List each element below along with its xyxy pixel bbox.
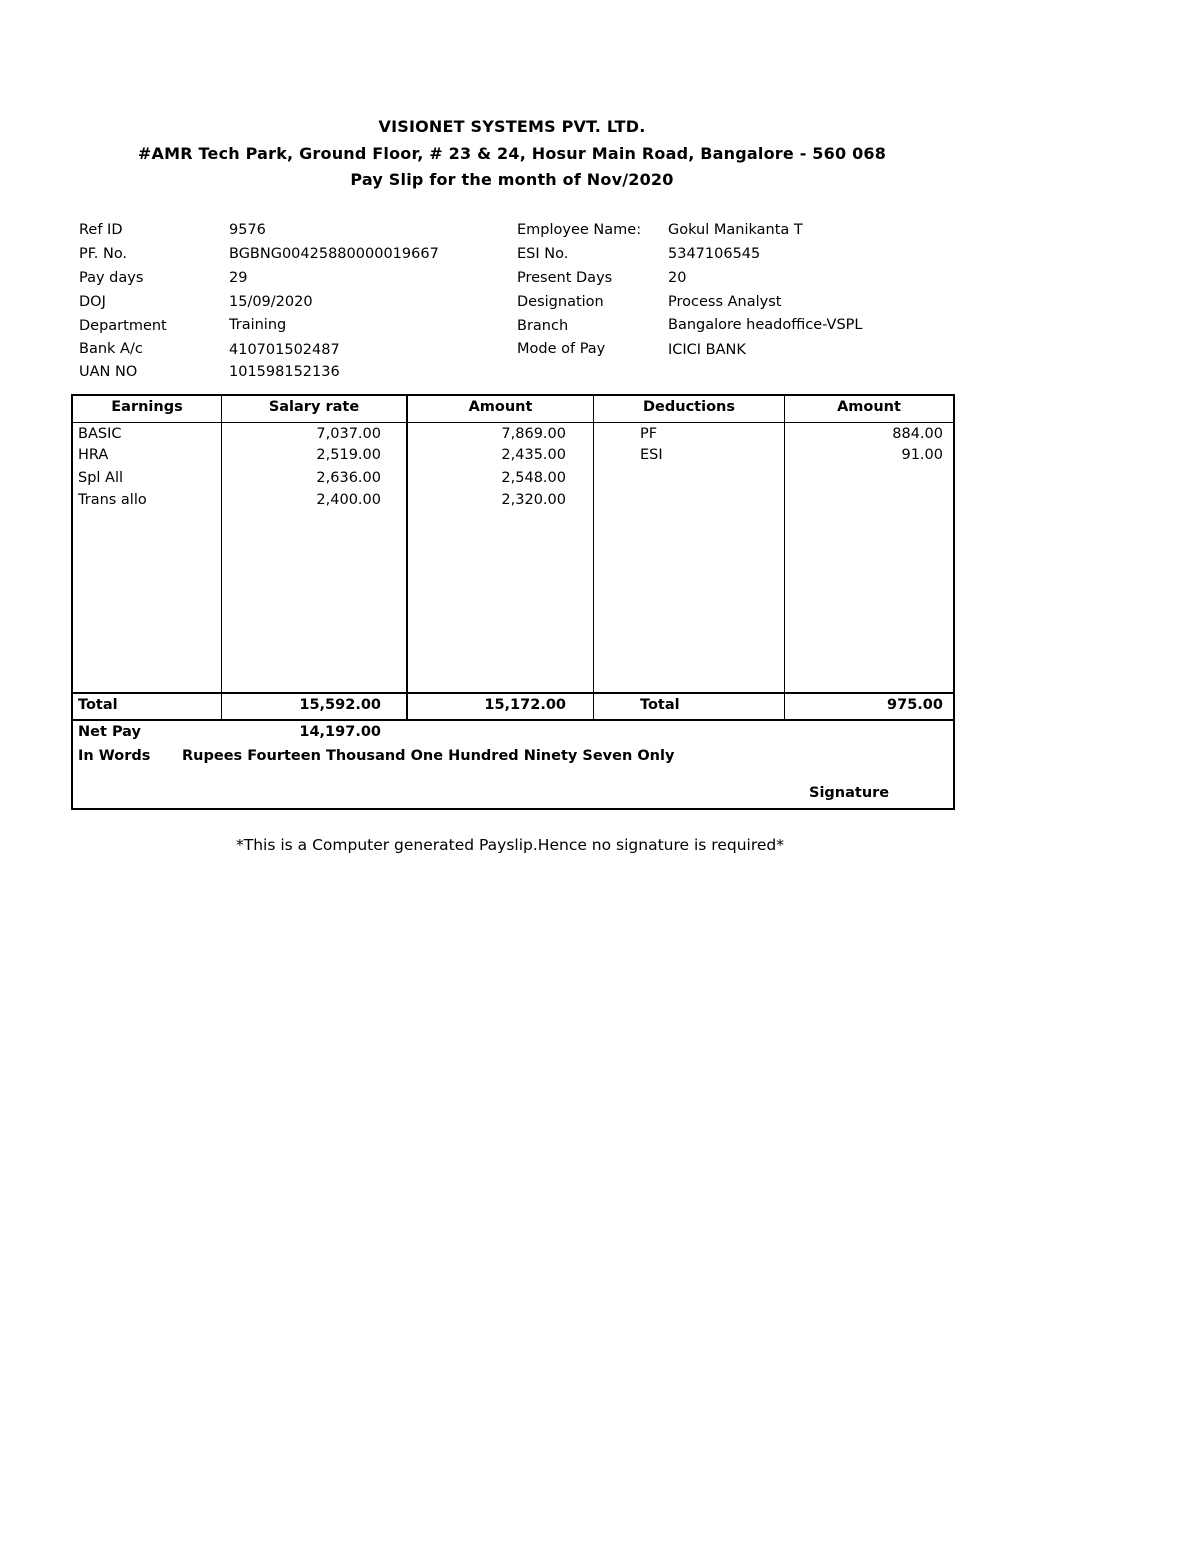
ref-id-value: 9576 <box>229 222 266 238</box>
total-salary-rate: 15,592.00 <box>299 697 381 713</box>
total-divider <box>71 692 955 694</box>
deduction-amount: 884.00 <box>892 426 943 442</box>
earning-amount: 7,869.00 <box>501 426 566 442</box>
doj-value: 15/09/2020 <box>229 294 313 310</box>
earning-amount: 2,548.00 <box>501 470 566 486</box>
net-pay-label: Net Pay <box>78 724 141 740</box>
col-divider-3 <box>593 394 594 721</box>
table-border-left <box>71 394 73 810</box>
earning-rate: 2,519.00 <box>316 447 381 463</box>
esi-no-label: ESI No. <box>517 246 569 262</box>
earning-amount: 2,320.00 <box>501 492 566 508</box>
mode-of-pay-label: Mode of Pay <box>517 341 606 357</box>
deduction-amount: 91.00 <box>901 447 943 463</box>
table-border-bottom <box>71 808 955 810</box>
present-days-value: 20 <box>668 270 687 286</box>
employee-name-value: Gokul Manikanta T <box>668 222 803 238</box>
earning-rate: 2,400.00 <box>316 492 381 508</box>
mode-of-pay-value: ICICI BANK <box>668 342 746 358</box>
branch-value: Bangalore headoffice-VSPL <box>668 317 863 333</box>
col-divider-4 <box>784 394 785 721</box>
earning-rate: 7,037.00 <box>316 426 381 442</box>
netpay-divider <box>71 719 955 721</box>
header-amount: Amount <box>468 399 533 415</box>
uan-no-value: 101598152136 <box>229 364 340 380</box>
header-deduction-amount: Amount <box>837 399 901 415</box>
net-pay-value: 14,197.00 <box>299 724 381 740</box>
department-label: Department <box>79 318 167 334</box>
pf-no-value: BGBNG00425880000019667 <box>229 246 439 262</box>
pay-days-label: Pay days <box>79 270 144 286</box>
total-label: Total <box>78 697 118 713</box>
total-amount: 15,172.00 <box>484 697 566 713</box>
doj-label: DOJ <box>79 294 106 310</box>
deduction-name: PF <box>640 426 658 442</box>
ref-id-label: Ref ID <box>79 222 123 238</box>
company-address: #AMR Tech Park, Ground Floor, # 23 & 24, Hosur Main Road, Bangalore - 560 068 <box>137 144 887 163</box>
in-words-value: Rupees Fourteen Thousand One Hundred Ninety Seven Only <box>182 748 675 764</box>
esi-no-value: 5347106545 <box>668 246 761 262</box>
bank-ac-value: 410701502487 <box>229 342 340 358</box>
uan-no-label: UAN NO <box>79 364 138 380</box>
bank-ac-label: Bank A/c <box>79 341 143 357</box>
total-deductions-label: Total <box>640 697 680 713</box>
pay-days-value: 29 <box>229 270 248 286</box>
earning-name: Spl All <box>78 470 124 486</box>
payslip-title: Pay Slip for the month of Nov/2020 <box>350 170 674 189</box>
deduction-name: ESI <box>640 447 663 463</box>
earning-rate: 2,636.00 <box>316 470 381 486</box>
earning-name: HRA <box>78 447 109 463</box>
branch-label: Branch <box>517 318 569 334</box>
company-name: VISIONET SYSTEMS PVT. LTD. <box>378 117 646 136</box>
present-days-label: Present Days <box>517 270 613 286</box>
header-deductions: Deductions <box>643 399 735 415</box>
header-divider <box>71 422 955 423</box>
header-salary-rate: Salary rate <box>268 399 360 415</box>
header-earnings: Earnings <box>111 399 183 415</box>
table-border-right <box>953 394 955 810</box>
department-value: Training <box>229 317 287 333</box>
footer-note: *This is a Computer generated Payslip.Hence no signature is required* <box>235 836 784 854</box>
total-deductions-amount: 975.00 <box>887 697 943 713</box>
col-divider-2 <box>406 394 408 721</box>
employee-name-label: Employee Name: <box>517 222 642 238</box>
designation-value: Process Analyst <box>668 294 782 310</box>
col-divider-1 <box>221 394 222 721</box>
table-border-top <box>71 394 955 396</box>
earning-name: BASIC <box>78 426 122 442</box>
pf-no-label: PF. No. <box>79 246 128 262</box>
earning-amount: 2,435.00 <box>501 447 566 463</box>
earning-name: Trans allo <box>78 492 147 508</box>
in-words-label: In Words <box>78 748 151 764</box>
designation-label: Designation <box>517 294 604 310</box>
signature-label: Signature <box>809 785 890 801</box>
